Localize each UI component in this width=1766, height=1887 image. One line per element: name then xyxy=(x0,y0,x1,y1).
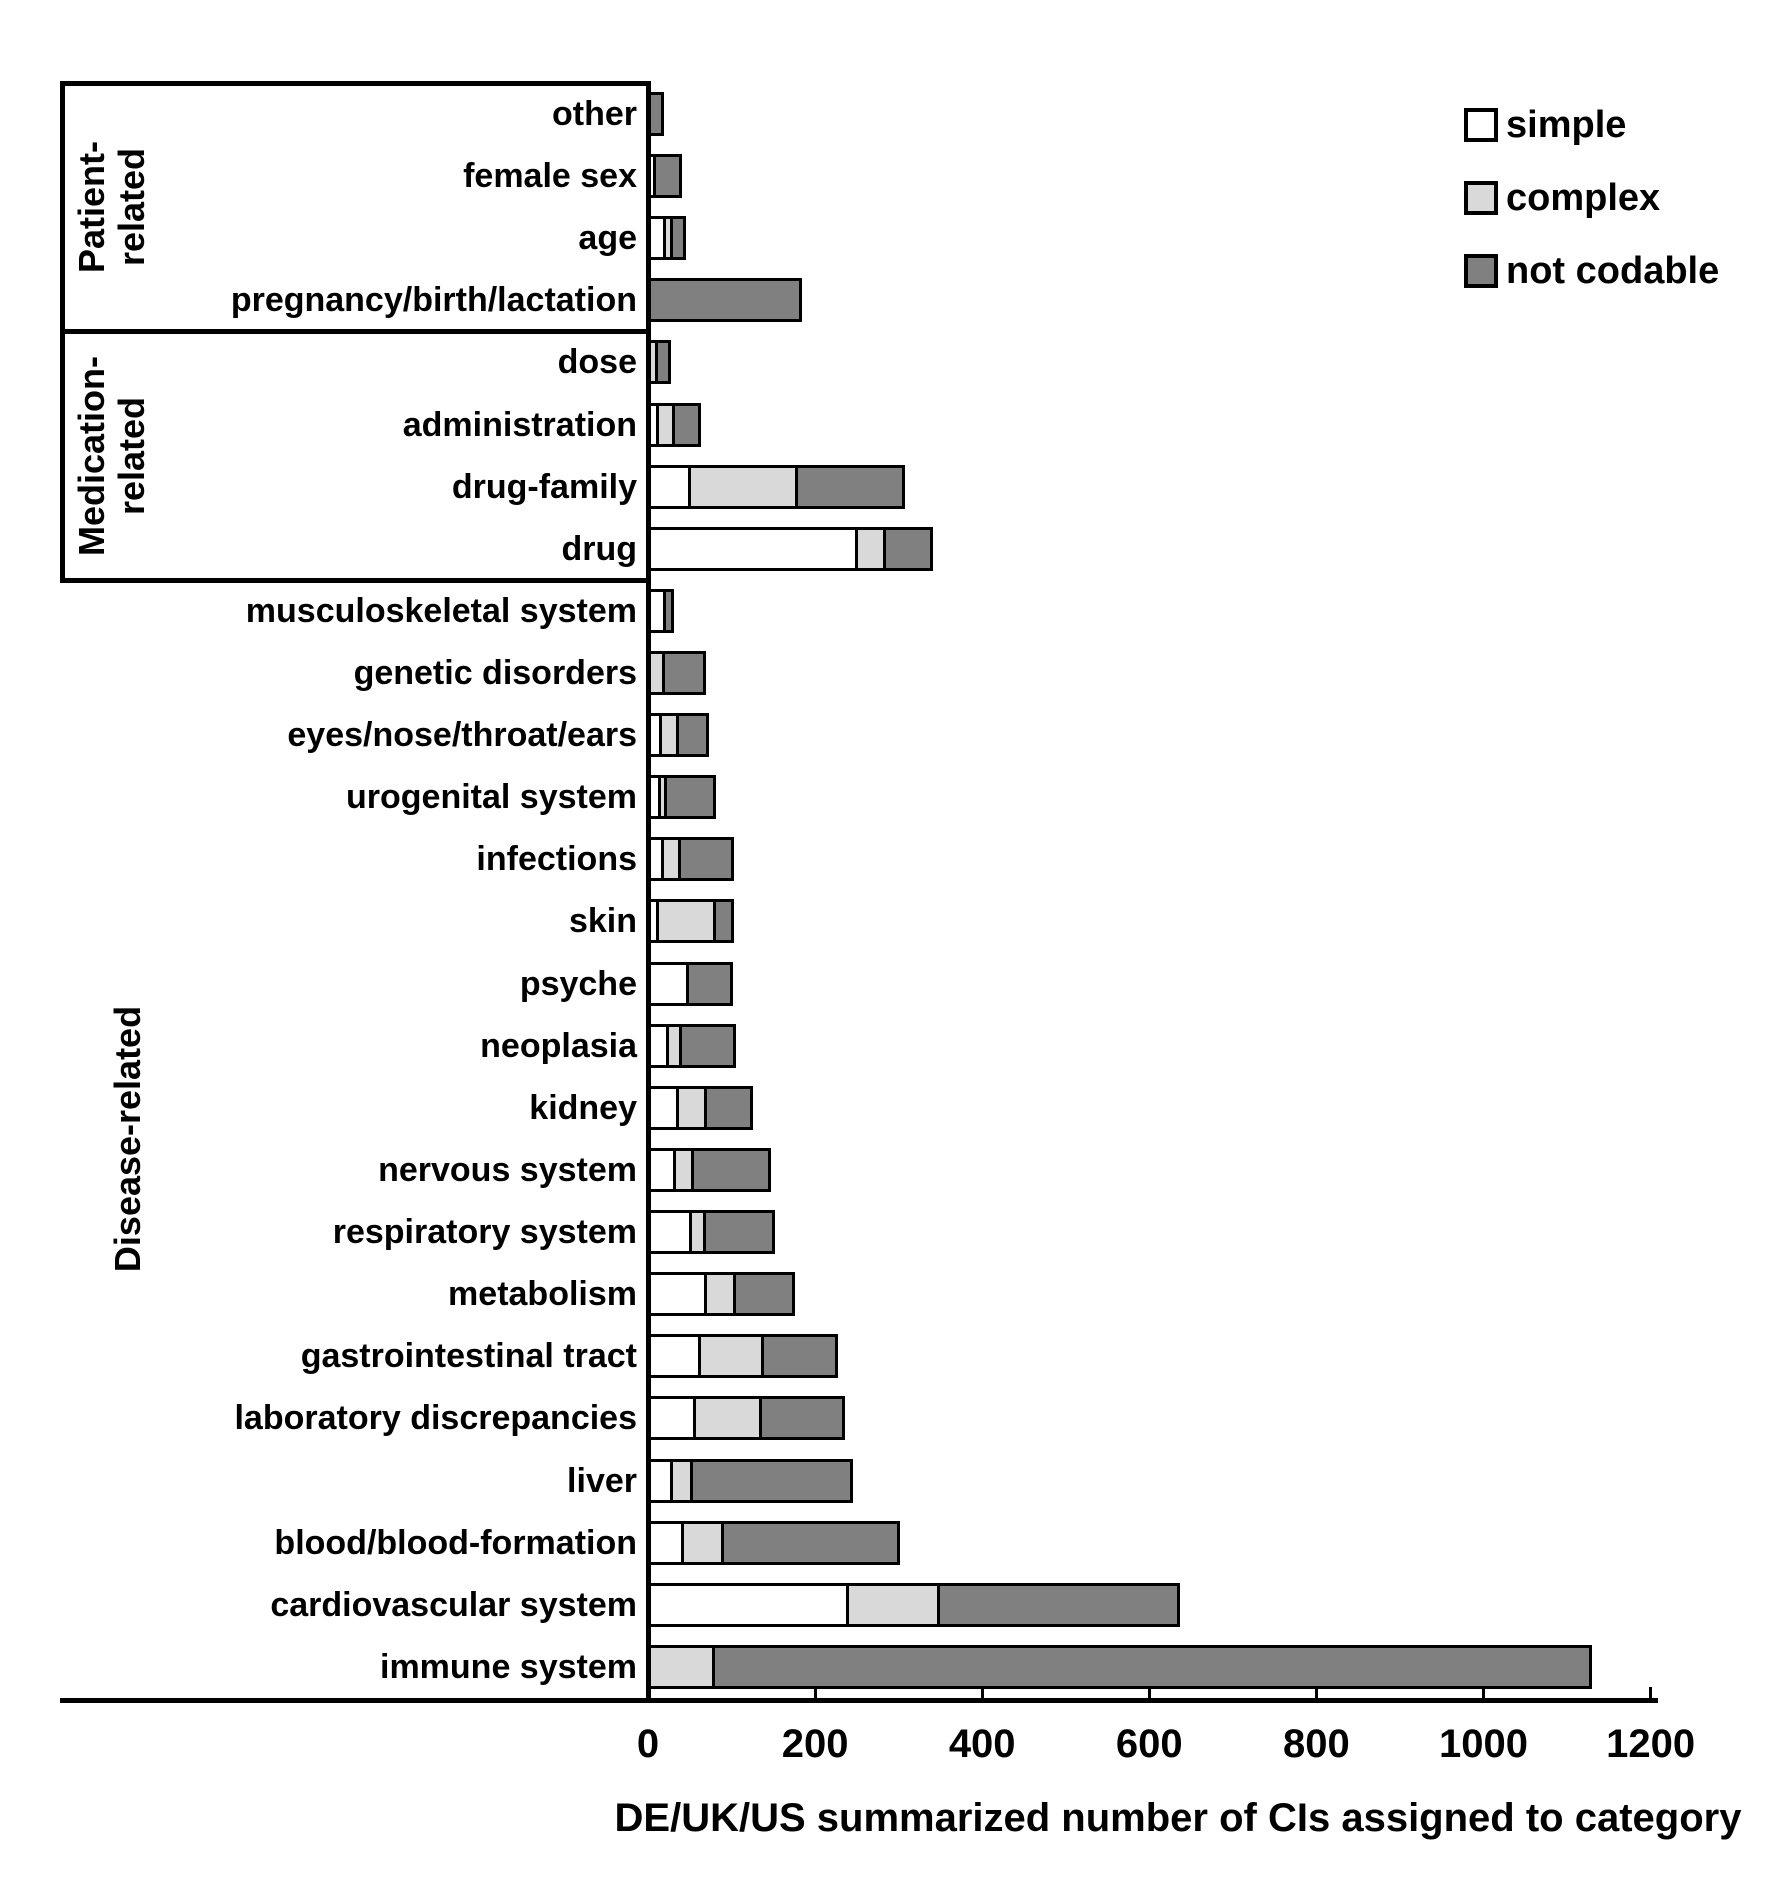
bar-segment-not-codable xyxy=(691,1148,771,1192)
legend-label-not-codable: not codable xyxy=(1506,249,1720,292)
legend-swatch-simple xyxy=(1464,108,1498,142)
x-axis-tick xyxy=(647,1687,650,1699)
bar-segment-not-codable xyxy=(690,1459,853,1503)
category-label: liver xyxy=(567,1461,637,1500)
bar-segment-complex xyxy=(704,1272,735,1316)
bar-segment-not-codable xyxy=(648,92,664,136)
category-label: gastrointestinal tract xyxy=(300,1337,637,1376)
x-axis-tick-label: 0 xyxy=(636,1722,660,1766)
bar-segment-simple xyxy=(648,962,689,1006)
x-axis-tick-label: 600 xyxy=(1115,1722,1183,1766)
x-axis-line xyxy=(60,1698,1658,1703)
x-axis-tick-label: 400 xyxy=(948,1722,1016,1766)
category-label: dose xyxy=(557,343,637,382)
category-label: kidney xyxy=(529,1088,637,1127)
category-label: drug xyxy=(561,529,637,568)
bar-segment-complex xyxy=(681,1521,724,1565)
bar-segment-simple xyxy=(648,1583,849,1627)
category-label: administration xyxy=(402,405,637,444)
category-label: psyche xyxy=(519,964,637,1003)
group-label-medication-related: Medication- related xyxy=(71,355,152,556)
category-label: musculoskeletal system xyxy=(245,591,637,630)
bar-segment-not-codable xyxy=(670,216,686,260)
category-label: female sex xyxy=(463,157,637,196)
category-label: drug-family xyxy=(451,467,637,506)
category-label: cardiovascular system xyxy=(270,1585,637,1624)
bar-segment-simple xyxy=(648,1521,684,1565)
bar-segment-complex xyxy=(693,1396,762,1440)
bar-segment-not-codable xyxy=(672,403,702,447)
category-label: blood/blood-formation xyxy=(274,1523,637,1562)
bar-segment-complex xyxy=(846,1583,940,1627)
category-label: eyes/nose/throat/ears xyxy=(287,716,637,755)
category-label: respiratory system xyxy=(332,1213,637,1252)
x-axis-tick-label: 200 xyxy=(781,1722,849,1766)
x-axis-tick-label: 1200 xyxy=(1606,1722,1696,1766)
bar-segment-simple xyxy=(648,1148,676,1192)
bar-segment-not-codable xyxy=(663,589,674,633)
bar-segment-complex xyxy=(656,899,716,943)
category-label: urogenital system xyxy=(346,778,637,817)
x-axis-tick-label: 800 xyxy=(1283,1722,1350,1766)
legend-label-simple: simple xyxy=(1506,103,1627,146)
bar-segment-not-codable xyxy=(678,837,735,881)
bar-segment-not-codable xyxy=(761,1334,838,1378)
category-label: age xyxy=(578,219,637,258)
category-label: metabolism xyxy=(448,1275,637,1314)
bar-segment-not-codable xyxy=(653,154,682,198)
x-axis-tick xyxy=(1148,1687,1151,1699)
group-label-disease-related: Disease-related xyxy=(107,1005,148,1273)
legend-item-not-codable xyxy=(1464,246,1719,296)
x-axis-tick xyxy=(981,1687,984,1699)
label-box-top-line xyxy=(60,81,651,86)
bar-segment-not-codable xyxy=(721,1521,900,1565)
category-label: nervous system xyxy=(378,1150,637,1189)
category-label: neoplasia xyxy=(480,1026,637,1065)
legend-item-complex xyxy=(1464,173,1719,223)
bar-segment-not-codable xyxy=(679,1024,736,1068)
bar-segment-simple xyxy=(648,1086,679,1130)
category-label: pregnancy/birth/lactation xyxy=(230,281,637,320)
legend-swatch-not-codable xyxy=(1464,254,1498,288)
category-label: infections xyxy=(476,840,637,879)
bar-segment-not-codable xyxy=(704,1086,753,1130)
x-axis-tick xyxy=(814,1687,817,1699)
bar-segment-not-codable xyxy=(686,962,733,1006)
x-axis-tick xyxy=(1482,1687,1485,1699)
category-label: skin xyxy=(568,902,637,941)
category-label: immune system xyxy=(380,1647,637,1686)
bar-segment-simple xyxy=(648,1334,701,1378)
legend-label-complex: complex xyxy=(1506,176,1661,219)
legend-item-simple xyxy=(1464,100,1719,150)
category-label: other xyxy=(552,95,637,133)
bar-segment-not-codable xyxy=(662,651,706,695)
bar-segment-simple xyxy=(648,527,858,571)
bar-segment-not-codable xyxy=(713,899,734,943)
bar-segment-simple xyxy=(648,1396,696,1440)
bar-segment-complex xyxy=(648,1645,715,1689)
bar-segment-complex xyxy=(698,1334,765,1378)
bar-segment-not-codable xyxy=(759,1396,846,1440)
x-axis-tick xyxy=(1315,1687,1318,1699)
bar-segment-simple xyxy=(648,465,691,509)
bar-segment-not-codable xyxy=(712,1645,1592,1689)
x-axis-tick xyxy=(1649,1687,1652,1699)
bar-segment-complex xyxy=(688,465,798,509)
x-axis-tick-label: 1000 xyxy=(1439,1722,1528,1766)
bar-segment-not-codable xyxy=(733,1272,795,1316)
bar-segment-complex xyxy=(676,1086,707,1130)
bar-segment-not-codable xyxy=(648,278,802,322)
bar-segment-not-codable xyxy=(703,1210,775,1254)
bar-segment-not-codable xyxy=(883,527,933,571)
bar-segment-not-codable xyxy=(655,340,671,384)
bar-segment-simple xyxy=(648,1210,692,1254)
bar-segment-not-codable xyxy=(664,775,716,819)
category-label: laboratory discrepancies xyxy=(234,1399,637,1438)
x-axis-title: DE/UK/US summarized number of CIs assigned to category xyxy=(614,1796,1742,1840)
bar-segment-not-codable xyxy=(676,713,709,757)
legend xyxy=(1464,100,1719,319)
bar-segment-not-codable xyxy=(795,465,905,509)
bar-segment-complex xyxy=(855,527,886,571)
legend-swatch-complex xyxy=(1464,181,1498,215)
category-label: genetic disorders xyxy=(353,654,637,693)
bar-segment-not-codable xyxy=(937,1583,1180,1627)
group-label-patient-related: Patient- related xyxy=(71,141,152,274)
bar-segment-simple xyxy=(648,1272,707,1316)
